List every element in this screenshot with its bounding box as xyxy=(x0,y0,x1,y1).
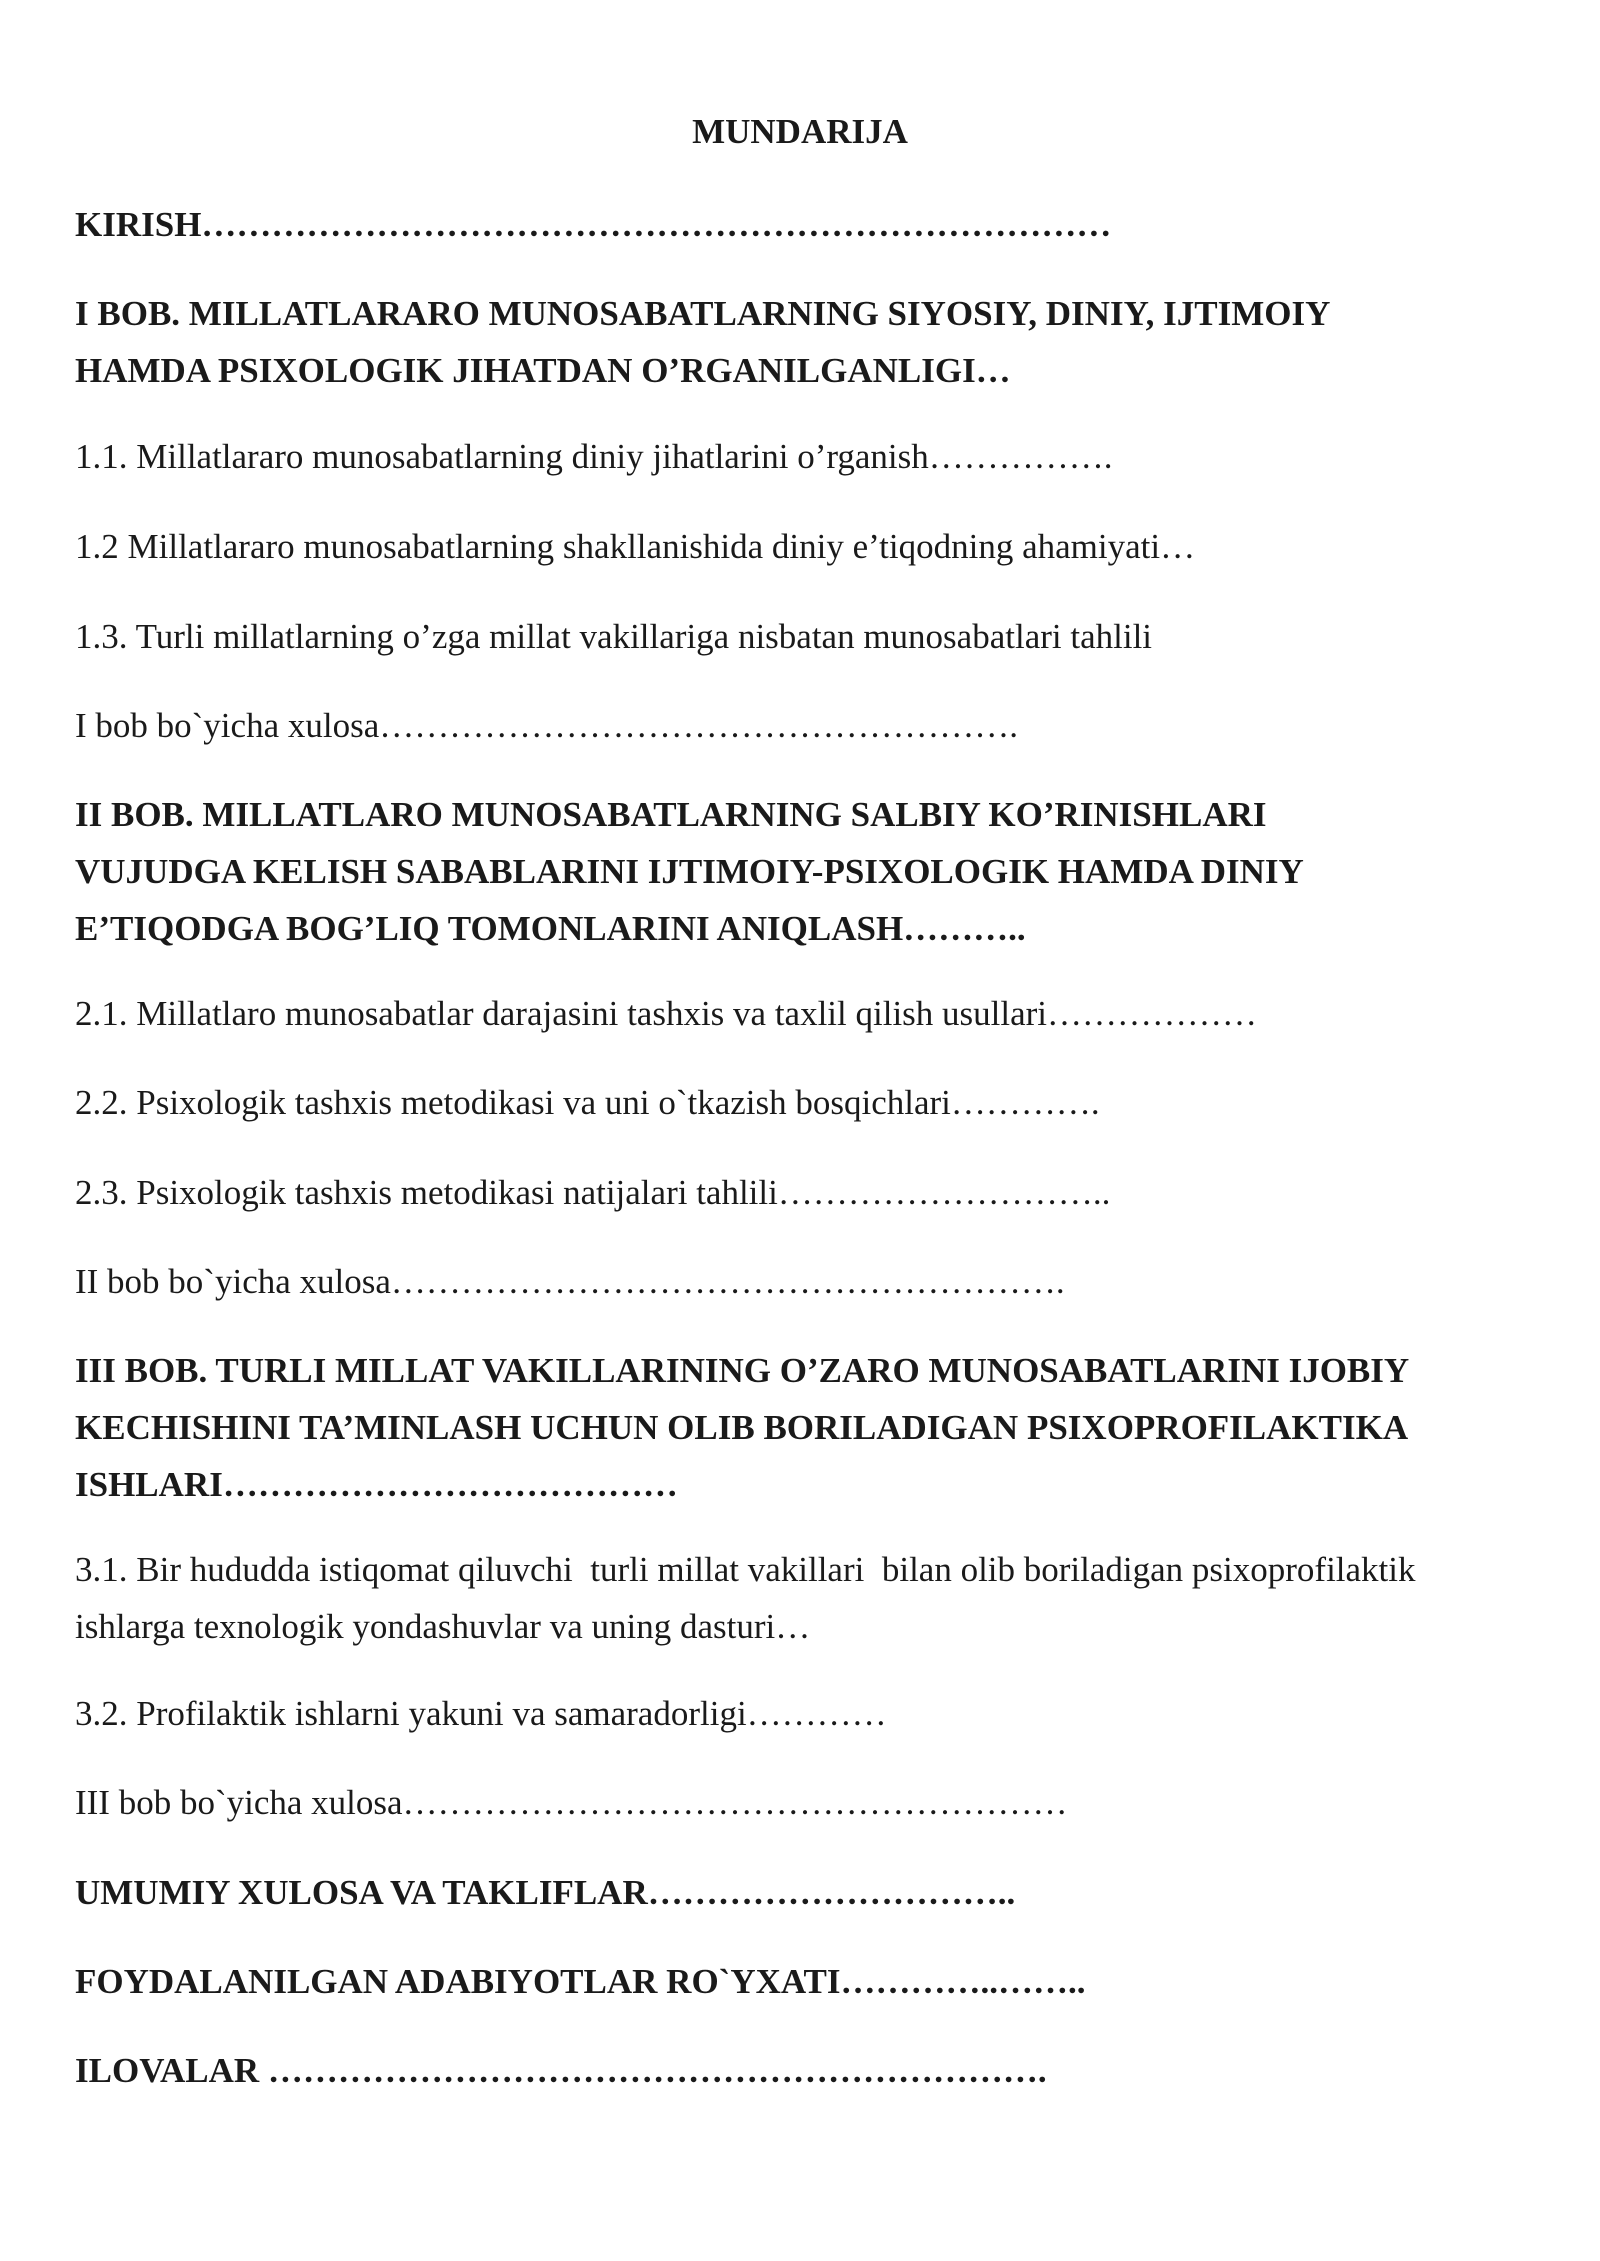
toc-entry-chapter-1-conclusion: I bob bo`yicha xulosa………………………………………………. xyxy=(75,706,1018,745)
toc-entry-chapter-3-conclusion: III bob bo`yicha xulosa………………………………………………… xyxy=(75,1783,1068,1822)
toc-chapter-2-heading: II BOB. MILLATLARO MUNOSABATLARNING SALBIY KO’RINISHLARI VUJUDGA KELISH SABABLARINI IJTIMOIY-PSIXOLOGIK HAMDA DINIY E’TIQODGA BOG’LIQ TOMONLARINI ANIQLASH……….. xyxy=(75,795,1304,948)
toc-entry-3-2: 3.2. Profilaktik ishlarni yakuni va samaradorligi………… xyxy=(75,1694,887,1733)
toc-entry-3-1: 3.1. Bir hududda istiqomat qiluvchi turli millat vakillari bilan olib boriladigan psixoprofilaktik ishlarga texnologik yondashuvlar va uning dasturi… xyxy=(75,1550,1416,1646)
page-title: MUNDARIJA xyxy=(692,112,908,151)
toc-entry-chapter-2-conclusion: II bob bo`yicha xulosa…………………………………………………. xyxy=(75,1262,1065,1301)
toc-entry-kirish: KIRISH…………………………………………………………………… xyxy=(75,205,1112,244)
toc-entry-references: FOYDALANILGAN ADABIYOTLAR RO`YXATI…………..…….. xyxy=(75,1962,1086,2001)
toc-entry-2-1: 2.1. Millatlaro munosabatlar darajasini tashxis va taxlil qilish usullari……………… xyxy=(75,994,1258,1033)
toc-chapter-1-heading: I BOB. MILLATLARARO MUNOSABATLARNING SIYOSIY, DINIY, IJTIMOIY HAMDA PSIXOLOGIK JIHATDAN O’RGANILGANLIGI… xyxy=(75,294,1331,390)
toc-entry-1-1: 1.1. Millatlararo munosabatlarning diniy jihatlarini o’rganish……………. xyxy=(75,437,1113,476)
toc-entry-2-3: 2.3. Psixologik tashxis metodikasi natijalari tahlili……………………….. xyxy=(75,1173,1111,1212)
toc-chapter-3-heading: III BOB. TURLI MILLAT VAKILLARINING O’ZARO MUNOSABATLARINI IJOBIY KECHISHINI TA’MINLASH UCHUN OLIB BORILADIGAN PSIXOPROFILAKTIKA ISHLARI………………………………… xyxy=(75,1351,1410,1504)
toc-entry-1-3: 1.3. Turli millatlarning o’zga millat vakillariga nisbatan munosabatlari tahlili xyxy=(75,617,1153,656)
toc-entry-general-conclusion: UMUMIY XULOSA VA TAKLIFLAR………………………….. xyxy=(75,1873,1016,1912)
toc-entry-2-2: 2.2. Psixologik tashxis metodikasi va uni o`tkazish bosqichlari…………. xyxy=(75,1083,1100,1122)
toc-entry-1-2: 1.2 Millatlararo munosabatlarning shakllanishida diniy e’tiqodning ahamiyati… xyxy=(75,527,1196,566)
toc-entry-appendices: ILOVALAR …………………………………………………………. xyxy=(75,2051,1047,2090)
